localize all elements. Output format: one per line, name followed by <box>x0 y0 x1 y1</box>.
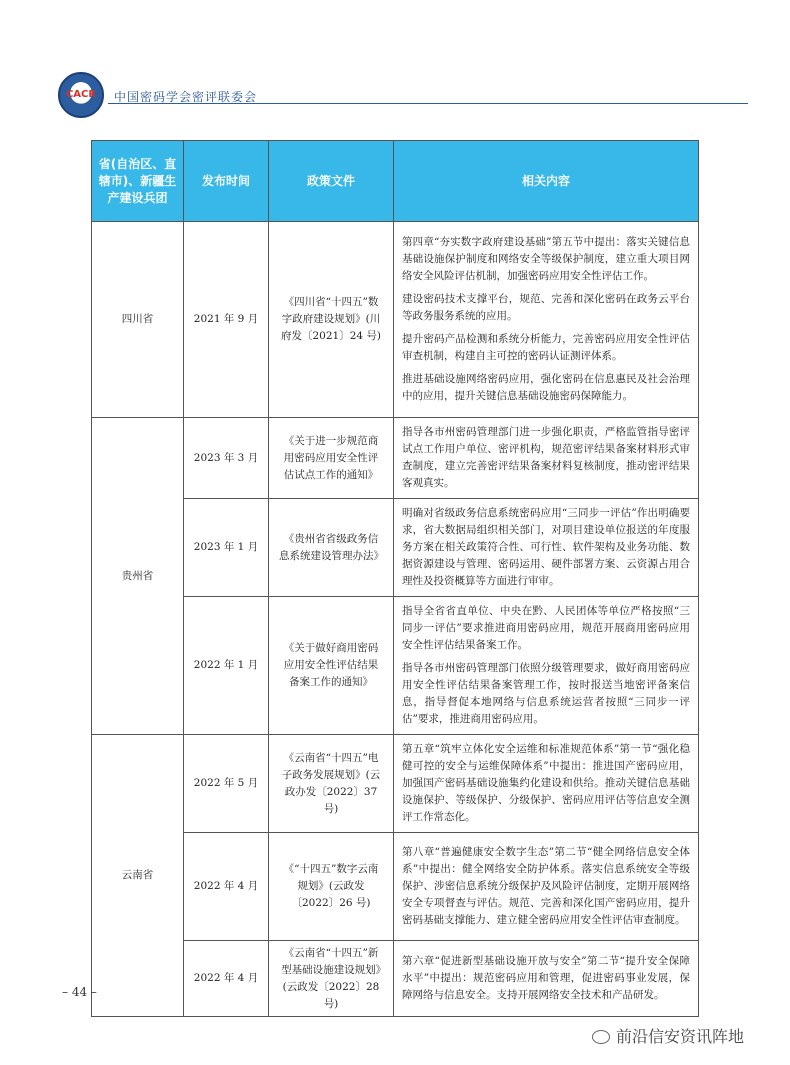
wechat-icon <box>592 1030 610 1044</box>
content-cell <box>394 941 699 1017</box>
table-header-row <box>92 141 699 222</box>
content-paragraph: 第五章“筑牢立体化安全运维和标准规范体系”第一节“强化稳健可控的安全与运维保障体系”中提出：推进国产密码应用，加强国产密码基础设施集约化建设和供给。推动关键信息基础设施保护、等级保护、分级保护、密码应用评估等信息安全测评工作常态化。 <box>402 743 690 823</box>
content-cell <box>394 499 699 597</box>
content-cell <box>394 735 699 833</box>
province-cell: 云南省 <box>92 735 184 1017</box>
province-cell: 四川省 <box>92 222 184 418</box>
content-paragraph: 指导全省省直单位、中央在黔、人民团体等单位严格按照“三同步一评估”要求推进商用密码应用，规范开展商用密码应用安全性评估结果备案工作。 <box>402 605 690 651</box>
content-paragraph: 第六章“促进新型基础设施开放与安全”第二节“提升安全保障水平”中提出：规范密码应用和管理，促进密码事业发展，保障网络与信息安全。支持开展网络安全技术和产品研发。 <box>402 955 690 1001</box>
content-paragraph: 提升密码产品检测和系统分析能力，完善密码应用安全性评估审查机制，构建自主可控的密码认证测评体系。 <box>402 333 690 362</box>
table-row <box>92 735 699 833</box>
date-cell: 2023 年 3 月 <box>184 418 269 499</box>
cacr-logo <box>58 72 104 118</box>
content-paragraph: 第八章“普遍健康安全数字生态”第二节“健全网络信息安全体系”中提出：健全网络安全防护体系。落实信息系统安全等级保护、涉密信息系统分级保护及风险评估制度，定期开展网络安全专项督查与评估。规范、完善和深化国产密码应用，提升密码基础支撑能力、建立健全密码应用安全性评估审查制度。 <box>402 846 690 926</box>
table-row <box>92 222 699 418</box>
date-cell: 2022 年 5 月 <box>184 735 269 833</box>
date-cell: 2022 年 4 月 <box>184 833 269 941</box>
page-header <box>58 72 708 116</box>
content-paragraph: 指导各市州密码管理部门进一步强化职责，严格监管指导密评试点工作用户单位、密评机构，规范密评结果备案材料形式审查制度，建立完善密评结果备案材料复核制度，推动密评结果客观真实。 <box>402 426 690 489</box>
document-cell: 《关于做好商用密码应用安全性评估结果备案工作的通知》 <box>269 597 394 735</box>
document-cell: 《云南省“十四五”新型基础设施建设规划》(云政发〔2022〕28号) <box>269 941 394 1017</box>
date-cell: 2022 年 4 月 <box>184 941 269 1017</box>
content-paragraph: 明确对省级政务信息系统密码应用“三同步一评估”作出明确要求，省大数据局组织相关部门，对项目建设单位报送的年度服务方案在相关政策符合性、可行性、软件架构及业务功能、数据资源建设与管理、密码运用、硬件部署方案、云资源占用合理性及投资概算等方面进行审审。 <box>402 507 690 587</box>
document-cell: 《云南省“十四五”电子政务发展规划》(云政办发〔2022〕37 号) <box>269 735 394 833</box>
province-cell: 贵州省 <box>92 418 184 735</box>
content-cell <box>394 222 699 418</box>
content-paragraph: 第四章“夯实数字政府建设基础”第五节中提出：落实关键信息基础设施保护制度和网络安全等级保护制度，建立重大项目网络安全风险评估机制，加强密码应用安全性评估工作。 <box>402 236 690 282</box>
column-header-document: 政策文件 <box>269 141 394 222</box>
org-name: 中国密码学会密评联委会 <box>114 90 258 104</box>
policy-table <box>91 140 699 1017</box>
logo-text: CACR <box>65 89 97 100</box>
document-cell: 《贵州省省级政务信息系统建设管理办法》 <box>269 499 394 597</box>
header-rule <box>108 103 748 104</box>
table-row <box>92 833 699 941</box>
column-header-date: 发布时间 <box>184 141 269 222</box>
date-cell: 2023 年 1 月 <box>184 499 269 597</box>
content-cell <box>394 418 699 499</box>
watermark <box>592 1024 744 1047</box>
table-row <box>92 418 699 499</box>
content-paragraph: 推进基础设施网络密码应用，强化密码在信息惠民及社会治理中的应用，提升关键信息基础设施密码保障能力。 <box>402 373 690 402</box>
content-paragraph: 指导各市州密码管理部门依照分级管理要求，做好商用密码应用安全性评估结果备案管理工作，按时报送当地密评备案信息，指导督促本地网络与信息系统运营者按照“三同步一评估”要求，推进商用密码应用。 <box>402 662 690 725</box>
content-cell <box>394 833 699 941</box>
table-row <box>92 499 699 597</box>
document-cell: 《“十四五”数字云南规划》(云政发〔2022〕26 号) <box>269 833 394 941</box>
content-cell <box>394 597 699 735</box>
date-cell: 2021 年 9 月 <box>184 222 269 418</box>
page-number: – 44 – <box>62 985 97 999</box>
date-cell: 2022 年 1 月 <box>184 597 269 735</box>
document-cell: 《关于进一步规范商用密码应用安全性评估试点工作的通知》 <box>269 418 394 499</box>
column-header-province: 省(自治区、直辖市)、新疆生产建设兵团 <box>92 141 184 222</box>
watermark-text: 前沿信安资讯阵地 <box>616 1027 745 1046</box>
content-paragraph: 建设密码技术支撑平台，规范、完善和深化密码在政务云平台等政务服务系统的应用。 <box>402 293 690 322</box>
column-header-content: 相关内容 <box>394 141 699 222</box>
table-row <box>92 941 699 1017</box>
document-cell: 《四川省“十四五”数字政府建设规划》(川府发〔2021〕24 号) <box>269 222 394 418</box>
table-row <box>92 597 699 735</box>
